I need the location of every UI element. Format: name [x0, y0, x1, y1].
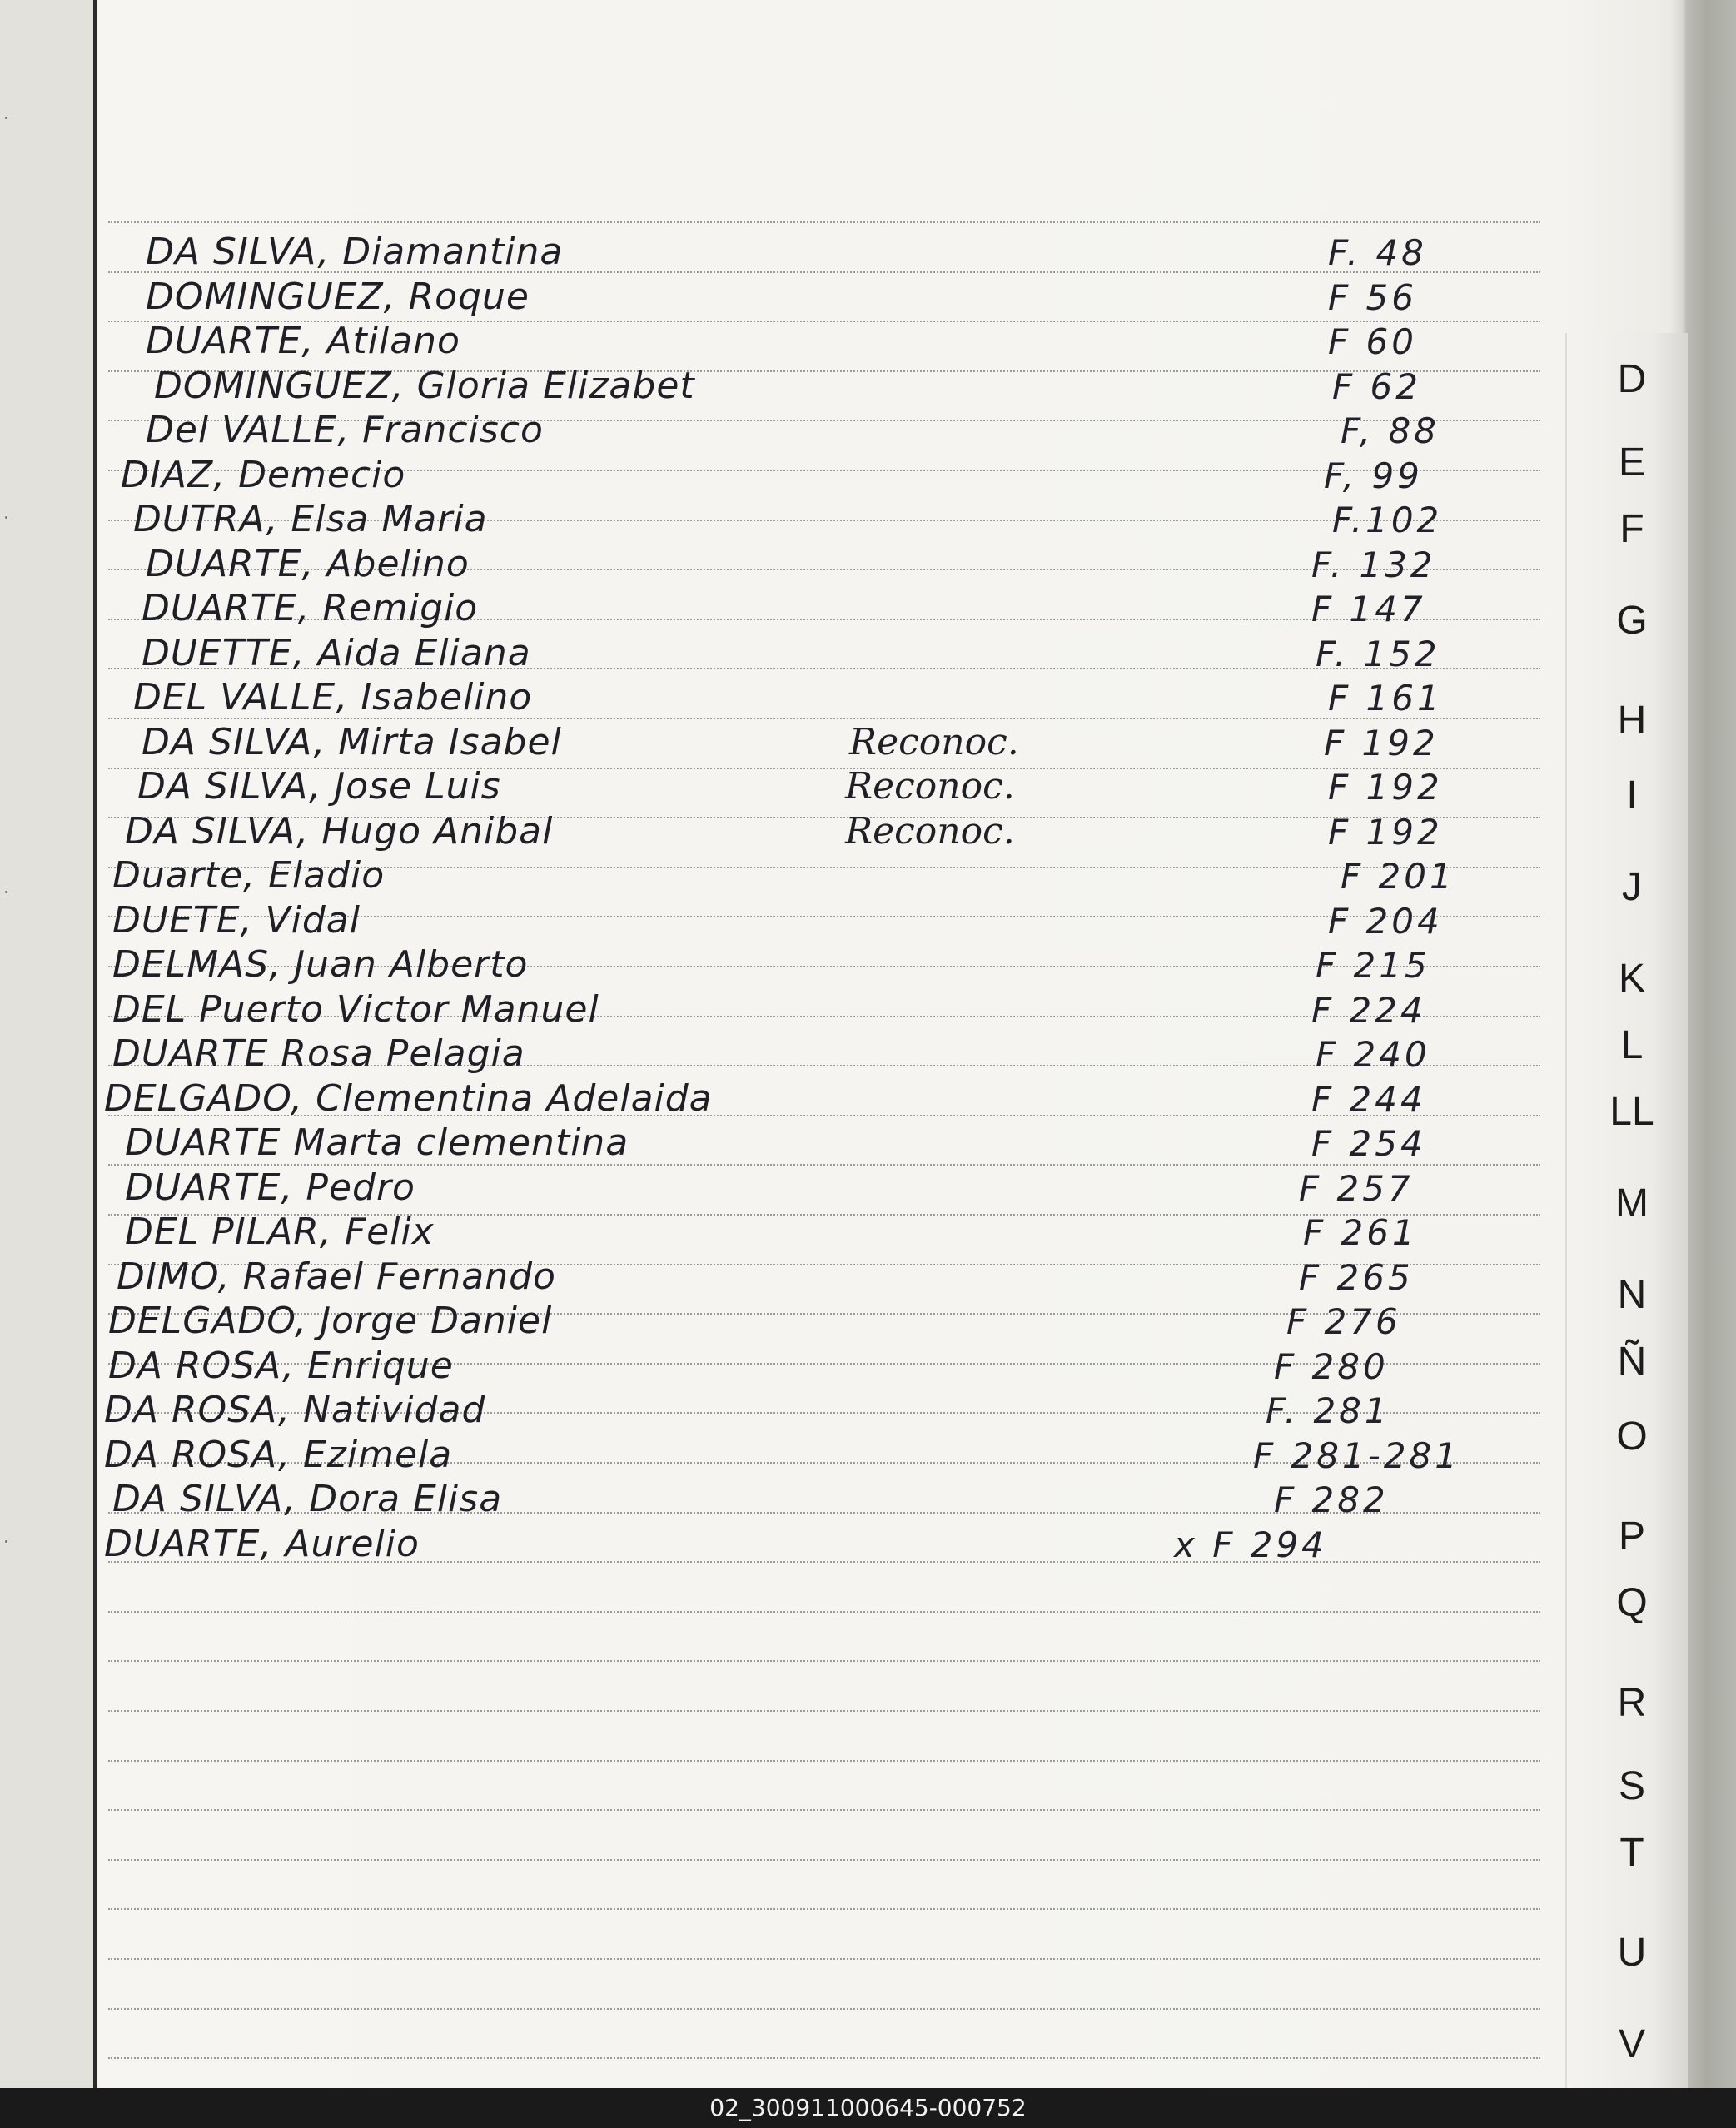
entry-name: DA SILVA, Mirta Isabel [142, 721, 562, 763]
entry-name: DOMINGUEZ, Roque [146, 276, 530, 318]
entry-name: DA SILVA, Hugo Anibal [125, 810, 554, 853]
register-entry [100, 362, 1532, 410]
alphabet-tab[interactable]: V [1618, 2022, 1645, 2066]
entry-name: DUETTE, Aida Eliana [142, 632, 531, 674]
entry-name: DA ROSA, Enrique [108, 1345, 454, 1387]
register-entry [100, 808, 1532, 856]
entry-name: Del VALLE, Francisco [146, 409, 544, 451]
register-entry [100, 451, 1532, 500]
entry-folio: F 280 [1274, 1346, 1389, 1387]
alphabet-tab[interactable]: LL [1609, 1090, 1654, 1134]
entry-folio: F 261 [1303, 1212, 1418, 1253]
entry-name: DIMO, Rafael Fernando [117, 1255, 556, 1298]
register-entry [100, 941, 1532, 989]
register-entry [100, 228, 1532, 276]
register-entry [100, 317, 1532, 365]
alphabet-tab[interactable]: Ñ [1617, 1340, 1647, 1384]
ruled-line [108, 221, 1540, 223]
entry-folio: F 254 [1311, 1123, 1426, 1164]
entry-name: Duarte, Eladio [112, 854, 386, 897]
entry-folio: F 201 [1341, 856, 1455, 897]
register-entry [100, 763, 1532, 811]
register-entry [100, 1520, 1532, 1569]
ruled-line [108, 1710, 1540, 1712]
entry-folio: F 215 [1316, 945, 1430, 986]
entry-name: DELMAS, Juan Alberto [112, 943, 529, 986]
register-entry [100, 629, 1532, 678]
register-entry [100, 1075, 1532, 1123]
ruled-line [108, 1859, 1540, 1861]
register-entry [100, 1164, 1532, 1212]
entry-name: DELGADO, Clementina Adelaida [104, 1077, 713, 1120]
entry-folio: x F 294 [1174, 1524, 1327, 1565]
entry-folio: F 282 [1274, 1479, 1389, 1520]
entry-name: DUARTE Rosa Pelagia [112, 1032, 525, 1075]
alphabet-tab[interactable]: K [1618, 957, 1645, 1001]
entry-folio: F. 152 [1316, 634, 1440, 674]
alphabet-tab[interactable]: J [1622, 865, 1642, 909]
ruled-line [108, 1611, 1540, 1613]
entry-folio: F 240 [1316, 1034, 1430, 1075]
register-entry [100, 1475, 1532, 1524]
entry-name: DUARTE, Aurelio [104, 1523, 420, 1565]
alphabet-tab[interactable]: T [1619, 1831, 1644, 1875]
register-entry [100, 1030, 1532, 1078]
register-entry [100, 1431, 1532, 1479]
alphabet-tab[interactable]: R [1617, 1681, 1647, 1725]
entry-folio: F 161 [1328, 678, 1443, 718]
entry-folio: F. 281 [1266, 1390, 1390, 1431]
entry-folio: F, 88 [1341, 410, 1440, 451]
ruled-line [108, 1958, 1540, 1960]
entry-note: Reconoc. [845, 810, 1015, 853]
alphabet-tab[interactable]: Q [1616, 1581, 1648, 1625]
entry-folio: F 56 [1328, 277, 1417, 318]
entry-folio: F 192 [1328, 812, 1443, 853]
register-entry [100, 1342, 1532, 1390]
entry-name: DOMINGUEZ, Gloria Elizabet [154, 365, 695, 407]
entry-name: DUARTE, Remigio [142, 587, 479, 629]
entry-folio: F 62 [1332, 366, 1421, 407]
footer-bar [0, 2088, 1736, 2128]
entry-folio: F 276 [1286, 1301, 1401, 1342]
alphabet-tab[interactable]: F [1619, 507, 1644, 551]
entry-name: DA ROSA, Natividad [104, 1389, 486, 1431]
entry-folio: F.102 [1332, 500, 1443, 540]
entry-folio: F 192 [1328, 767, 1443, 808]
entry-name: DUARTE, Atilano [146, 320, 460, 362]
ruled-line [108, 1908, 1540, 1910]
footer-label: 02_300911000645-000752 [709, 2094, 1027, 2121]
entry-folio: F 204 [1328, 901, 1443, 942]
alphabet-tab[interactable]: G [1616, 599, 1648, 643]
alphabet-tab[interactable]: P [1618, 1514, 1645, 1559]
entry-name: DUARTE, Pedro [125, 1166, 415, 1209]
entry-folio: F 147 [1311, 589, 1426, 629]
register-entry [100, 852, 1532, 900]
entry-folio: F 265 [1299, 1257, 1414, 1298]
ruled-line [108, 2008, 1540, 2010]
alphabet-tab[interactable]: M [1615, 1181, 1649, 1226]
register-entry [100, 1253, 1532, 1301]
entry-folio: F. 132 [1311, 544, 1436, 585]
alphabet-tab[interactable]: H [1617, 699, 1647, 743]
entry-name: DA SILVA, Jose Luis [137, 765, 501, 808]
entry-note: Reconoc. [845, 765, 1015, 808]
entry-name: DIAZ, Demecio [121, 454, 406, 496]
alphabet-tab[interactable]: U [1617, 1931, 1647, 1975]
alphabet-tab[interactable]: D [1617, 357, 1647, 401]
entry-folio: F 224 [1311, 990, 1426, 1031]
register-entry [100, 273, 1532, 321]
register-entry [100, 718, 1532, 767]
register-entry [100, 540, 1532, 589]
entry-name: DEL PILAR, Felix [125, 1211, 435, 1253]
register-entry [100, 1208, 1532, 1256]
entry-folio: F 281-281 [1253, 1435, 1460, 1476]
alphabet-tab[interactable]: O [1616, 1415, 1648, 1459]
entry-note: Reconoc. [849, 721, 1019, 763]
entry-name: DUETE, Vidal [112, 899, 361, 942]
entry-folio: F 257 [1299, 1168, 1414, 1209]
register-entry [100, 584, 1532, 633]
entry-folio: F 60 [1328, 321, 1417, 362]
entry-name: DELGADO, Jorge Daniel [108, 1300, 553, 1342]
ruled-line [108, 1760, 1540, 1762]
register-entry [100, 1119, 1532, 1167]
entry-folio: F, 99 [1324, 455, 1423, 496]
register-entry [100, 1297, 1532, 1345]
entry-name: DEL VALLE, Isabelino [133, 676, 533, 718]
entry-name: DEL Puerto Victor Manuel [112, 988, 599, 1031]
alphabet-tab[interactable]: N [1617, 1273, 1647, 1317]
entry-name: DA ROSA, Ezimela [104, 1434, 453, 1476]
register-entry [100, 1386, 1532, 1434]
register-entry [100, 406, 1532, 455]
previous-page-stub [5, 0, 13, 2081]
alphabet-tab[interactable]: I [1626, 773, 1638, 818]
alphabet-tab[interactable]: L [1620, 1023, 1644, 1067]
register-entry [100, 986, 1532, 1034]
entry-name: DUARTE, Abelino [146, 543, 470, 585]
alphabet-tab[interactable]: S [1618, 1764, 1645, 1808]
register-entry [100, 897, 1532, 945]
entry-folio: F 244 [1311, 1079, 1426, 1120]
register-entry [100, 674, 1532, 722]
alphabet-tab[interactable]: E [1618, 440, 1645, 485]
entry-name: DUTRA, Elsa Maria [133, 498, 488, 540]
entry-folio: F. 48 [1328, 232, 1427, 273]
entry-name: DA SILVA, Diamantina [146, 231, 564, 273]
ruled-line [108, 2057, 1540, 2059]
ruled-line [108, 1809, 1540, 1811]
entry-name: DUARTE Marta clementina [125, 1121, 629, 1164]
register-entry [100, 495, 1532, 544]
ruled-line [108, 1660, 1540, 1662]
entry-name: DA SILVA, Dora Elisa [112, 1478, 503, 1520]
entry-folio: F 192 [1324, 723, 1439, 763]
